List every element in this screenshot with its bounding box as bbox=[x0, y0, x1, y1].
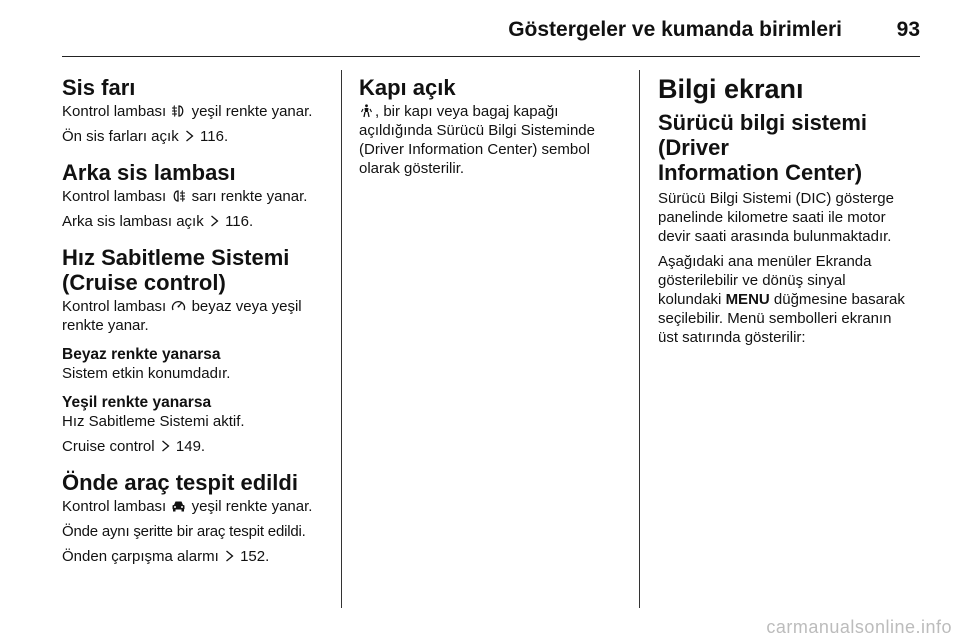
page-reference-arrow-icon bbox=[185, 130, 194, 142]
cruise-green-heading: Yeşil renkte yanarsa bbox=[62, 394, 212, 411]
watermark: carmanualsonline.info bbox=[766, 617, 952, 637]
cruise-green-text: Hız Sabitleme Sistemi aktif. bbox=[62, 413, 245, 430]
dic-paragraph-2 bbox=[658, 252, 928, 347]
fog-text-1 bbox=[62, 102, 328, 121]
cruise-title-line-2: (Cruise control) bbox=[62, 270, 226, 295]
column-1 bbox=[62, 62, 328, 572]
rear-fog-lamp-icon bbox=[171, 189, 186, 203]
section-title-info-display: Bilgi ekranı bbox=[658, 74, 804, 104]
fog-text-2 bbox=[62, 127, 328, 146]
front-fog-lamp-icon bbox=[171, 104, 186, 118]
rear-fog-text-1-post: sarı renkte yanar. bbox=[191, 188, 308, 205]
cruise-ref bbox=[62, 437, 328, 456]
dic-subtitle-line-2: Information Center) bbox=[658, 160, 863, 185]
dic-p2-line-3-pre: kolundaki bbox=[658, 291, 722, 308]
door-text-3: (Driver Information Center) sembol bbox=[359, 141, 590, 158]
cruise-white-heading: Beyaz renkte yanarsa bbox=[62, 346, 221, 363]
vehicle-ahead-text-3-pre: Önden çarpışma alarmı bbox=[62, 548, 219, 565]
section-subtitle-dic bbox=[658, 110, 928, 185]
cruise-white-text: Sistem etkin konumdadır. bbox=[62, 365, 231, 382]
door-text-1: , bir kapı veya bagaj kapağı bbox=[375, 103, 559, 120]
section-title-cruise bbox=[62, 245, 328, 295]
rear-fog-page-ref[interactable]: 116. bbox=[225, 213, 254, 230]
fog-text-1-pre: Kontrol lambası bbox=[62, 103, 167, 120]
header-title: Göstergeler ve kumanda birimleri bbox=[508, 18, 842, 41]
column-2 bbox=[359, 62, 621, 184]
cruise-control-icon bbox=[171, 299, 186, 313]
rear-fog-text-2-pre: Arka sis lambası açık bbox=[62, 213, 204, 230]
dic-p2-line-1: Aşağıdaki ana menüler Ekranda bbox=[658, 253, 872, 270]
section-title-vehicle-ahead: Önde araç tespit edildi bbox=[62, 470, 298, 495]
vehicle-ahead-icon bbox=[171, 499, 186, 513]
dic-p2-line-3-post: düğmesine basarak bbox=[773, 291, 905, 308]
rear-fog-text-1-pre: Kontrol lambası bbox=[62, 188, 167, 205]
vehicle-ahead-text-2: Önde aynı şeritte bir araç tespit edildi. bbox=[62, 523, 306, 540]
door-open-icon bbox=[359, 104, 374, 118]
section-title-rear-fog: Arka sis lambası bbox=[62, 160, 236, 185]
menu-keyword: MENU bbox=[725, 291, 770, 308]
cruise-text-2: renkte yanar. bbox=[62, 317, 149, 334]
rear-fog-text-2 bbox=[62, 212, 328, 231]
cruise-page-ref[interactable]: 149. bbox=[175, 438, 206, 455]
page-reference-arrow-icon bbox=[210, 215, 219, 227]
page-number: 93 bbox=[896, 18, 920, 41]
vehicle-ahead-text-3 bbox=[62, 547, 328, 566]
dic-p1-line-2: panelinde kilometre saati ile motor bbox=[658, 209, 886, 226]
dic-p2-line-2: gösterilebilir ve dönüş sinyal bbox=[658, 272, 846, 289]
dic-paragraph-1 bbox=[658, 189, 928, 246]
cruise-text-1-post: beyaz veya yeşil bbox=[191, 298, 302, 315]
column-divider-2 bbox=[639, 70, 640, 608]
dic-p1-line-3: devir saati arasında bulunmaktadır. bbox=[658, 228, 892, 245]
door-text-2: açıldığında Sürücü Bilgi Sisteminde bbox=[359, 122, 595, 139]
dic-p2-line-4: seçilebilir. Menü sembolleri ekranın bbox=[658, 310, 892, 327]
fog-text-1-post: yeşil renkte yanar. bbox=[191, 103, 313, 120]
cruise-ref-pre: Cruise control bbox=[62, 438, 155, 455]
fog-text-2-pre: Ön sis farları açık bbox=[62, 128, 179, 145]
dic-p1-line-1: Sürücü Bilgi Sistemi (DIC) gösterge bbox=[658, 190, 894, 207]
cruise-text-1-pre: Kontrol lambası bbox=[62, 298, 167, 315]
section-title-fog: Sis farı bbox=[62, 75, 136, 100]
column-divider-1 bbox=[341, 70, 342, 608]
dic-p2-line-5: üst satırında gösterilir: bbox=[658, 329, 806, 346]
vehicle-ahead-page-ref[interactable]: 152. bbox=[240, 548, 270, 565]
door-text-4: olarak gösterilir. bbox=[359, 160, 465, 177]
vehicle-ahead-text-1-post: yeşil renkte yanar. bbox=[191, 498, 313, 515]
page-reference-arrow-icon bbox=[161, 440, 170, 452]
column-3 bbox=[658, 62, 928, 353]
vehicle-ahead-text-1-pre: Kontrol lambası bbox=[62, 498, 167, 515]
vehicle-ahead-text-1 bbox=[62, 497, 328, 516]
dic-subtitle-line-1: Sürücü bilgi sistemi (Driver bbox=[658, 110, 868, 160]
cruise-title-line-1: Hız Sabitleme Sistemi bbox=[62, 245, 290, 270]
fog-page-ref[interactable]: 116. bbox=[200, 128, 229, 145]
rear-fog-text-1 bbox=[62, 187, 328, 206]
cruise-text bbox=[62, 297, 328, 335]
section-title-door: Kapı açık bbox=[359, 75, 456, 100]
page-header bbox=[62, 16, 920, 57]
door-text bbox=[359, 102, 621, 178]
page-reference-arrow-icon bbox=[225, 550, 234, 562]
